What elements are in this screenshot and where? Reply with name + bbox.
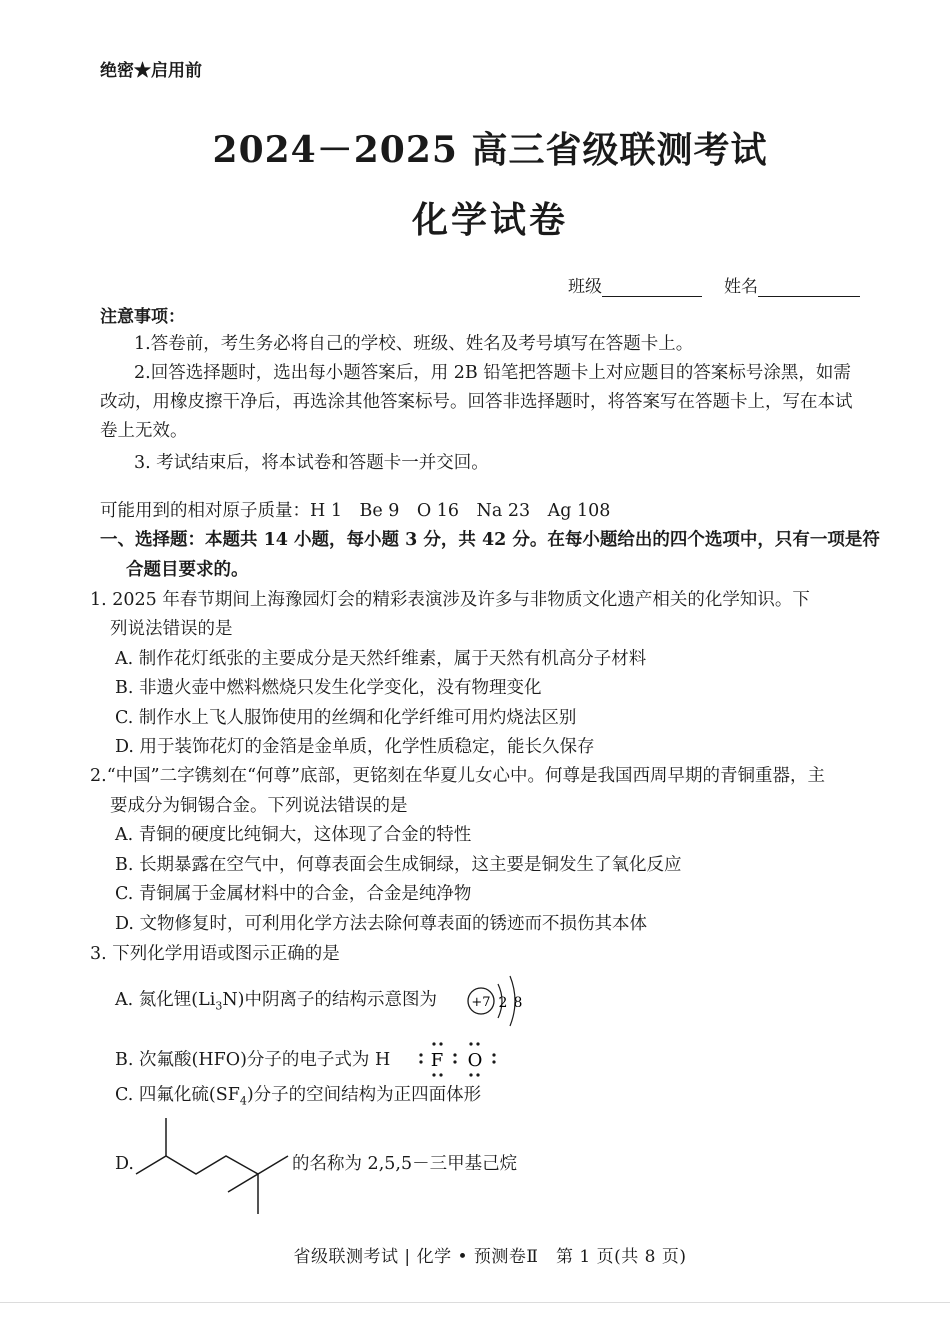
page-footer: 省级联测考试 | 化学 • 预测卷Ⅱ 第 1 页(共 8 页) <box>293 1247 687 1267</box>
q3-c-suffix: )分子的空间结构为正四面体形 <box>246 1085 482 1105</box>
q2-stem-line-1: 2.“中国”二字镌刻在“何尊”底部，更铭刻在华夏儿女心中。何尊是我国西周早期的青铜重器，主 <box>90 766 825 786</box>
q1-stem-line-1: 1. 2025 年春节期间上海豫园灯会的精彩表演涉及许多与非物质文化遗产相关的化学知识。下 <box>90 590 810 610</box>
q2-option-d: D. 文物修复时，可利用化学方法去除何尊表面的锈迹而不损伤其本体 <box>115 914 648 934</box>
skeletal-formula-diagram <box>132 1112 292 1220</box>
section-heading-line-2: 合题目要求的。 <box>126 560 249 580</box>
q1-option-b: B. 非遗火壶中燃料燃烧只发生化学变化，没有物理变化 <box>115 678 542 698</box>
exam-title: 2024－2025 高三省级联测考试 <box>212 129 768 171</box>
q1-option-d: D. 用于装饰花灯的金箔是金单质，化学性质稳定，能长久保存 <box>115 737 595 757</box>
class-blank <box>602 278 702 297</box>
q3-a-suffix: N)中阴离子的结构示意图为 <box>222 990 437 1010</box>
shell-2-electrons: 8 <box>513 995 523 1011</box>
shell-1-electrons: 2 <box>498 995 508 1011</box>
secret-label: 绝密★启用前 <box>100 61 202 81</box>
footer-divider <box>0 1302 950 1303</box>
q3-option-a <box>115 986 437 1021</box>
notice-item-1: 1.答卷前，考生务必将自己的学校、班级、姓名及考号填写在答题卡上。 <box>134 334 694 354</box>
name-blank <box>758 278 860 297</box>
nucleus-charge: +7 <box>471 995 491 1010</box>
q3-a-subscript: 3 <box>215 999 223 1013</box>
q3-option-d-label: D. <box>115 1154 134 1174</box>
notice-heading: 注意事项： <box>100 307 185 327</box>
q2-option-b: B. 长期暴露在空气中，何尊表面会生成铜绿，这主要是铜发生了氧化反应 <box>115 855 682 875</box>
q3-c-subscript: 4 <box>239 1094 247 1108</box>
notice-item-2-line-2: 改动，用橡皮擦干净后，再选涂其他答案标号。回答非选择题时，将答案写在答题卡上，写在本试 <box>100 392 853 412</box>
notice-item-3: 3. 考试结束后，将本试卷和答题卡一并交回。 <box>134 453 489 473</box>
nitride-ion-structure-diagram <box>462 968 532 1038</box>
q1-option-a: A. 制作花灯纸张的主要成分是天然纤维素，属于天然有机高分子材料 <box>115 649 647 669</box>
q3-a-prefix: A. 氮化锂(Li <box>115 990 216 1010</box>
q3-option-c <box>115 1081 481 1116</box>
hfo-electron-formula <box>412 1038 512 1082</box>
q2-stem-line-2: 要成分为铜锡合金。下列说法错误的是 <box>110 796 408 816</box>
oxygen-symbol: O <box>467 1050 483 1071</box>
q3-option-d-text: 的名称为 2,5,5－三甲基己烷 <box>292 1154 518 1174</box>
q2-option-a: A. 青铜的硬度比纯铜大，这体现了合金的特性 <box>115 825 472 845</box>
name-field <box>724 272 860 297</box>
section-heading-line-1: 一、选择题：本题共 14 小题，每小题 3 分，共 42 分。在每小题给出的四个选项中，只有一项是符 <box>100 530 880 550</box>
q3-c-prefix: C. 四氟化硫(SF <box>115 1085 240 1105</box>
q1-stem-line-2: 列说法错误的是 <box>110 619 233 639</box>
class-field <box>568 272 702 297</box>
fluorine-symbol: F <box>430 1050 444 1071</box>
notice-item-2-line-3: 卷上无效。 <box>100 421 188 441</box>
name-label: 姓名 <box>724 277 758 297</box>
q3-option-b: B. 次氟酸(HFO)分子的电子式为 H <box>115 1050 391 1070</box>
q2-option-c: C. 青铜属于金属材料中的合金，合金是纯净物 <box>115 884 472 904</box>
class-label: 班级 <box>568 277 602 297</box>
notice-item-2-line-1: 2.回答选择题时，选出每小题答案后，用 2B 铅笔把答题卡上对应题目的答案标号涂黑，如需 <box>134 363 851 383</box>
methyl-branch-c5-b <box>228 1174 258 1192</box>
q3-stem: 3. 下列化学用语或图示正确的是 <box>90 944 340 964</box>
q1-option-c: C. 制作水上飞人服饰使用的丝绸和化学纤维可用灼烧法区别 <box>115 708 577 728</box>
subject-title: 化学试卷 <box>411 199 568 241</box>
main-carbon-chain <box>136 1156 288 1174</box>
atomic-masses: 可能用到的相对原子质量：H 1 Be 9 O 16 Na 23 Ag 108 <box>100 501 611 521</box>
